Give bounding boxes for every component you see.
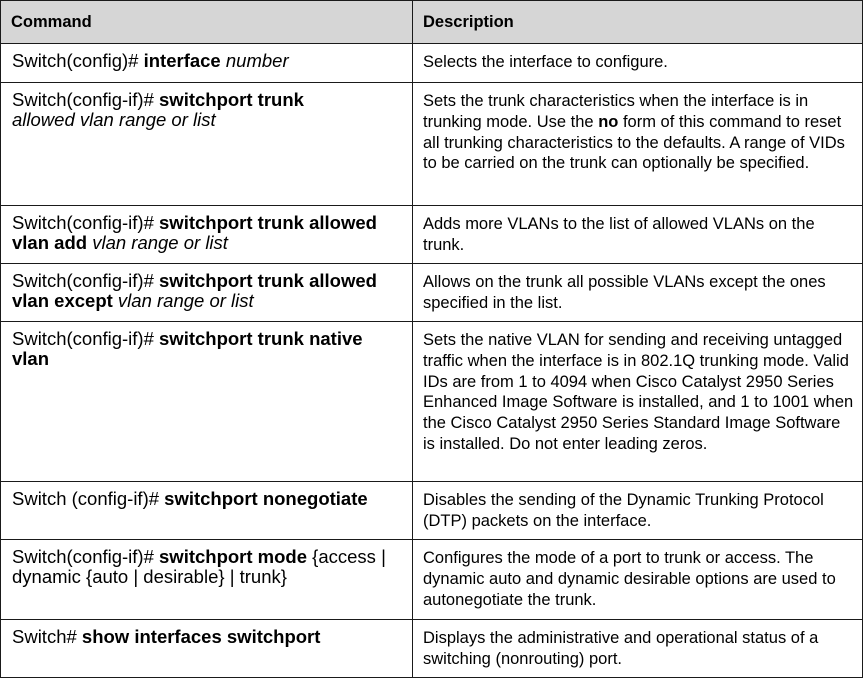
description-text: form of this command to reset all trunking characteristics to the defaults. A range of VIDs to be carried on the trunk can optionally be specified. xyxy=(423,112,845,173)
command-column-header: Command xyxy=(1,1,413,44)
table-header xyxy=(1,1,863,44)
description-text: Selects the interface to configure. xyxy=(423,53,668,71)
table-row xyxy=(1,540,863,620)
description-text: Configures the mode of a port to trunk or access. The dynamic auto and dynamic desirable options are used to autonegotiate the trunk. xyxy=(423,549,836,609)
prompt: Switch (config-if)# xyxy=(12,488,165,509)
command-keyword: switchport trunk native vlan xyxy=(12,328,363,369)
description-text: Sets the trunk characteristics when the interface is in trunking mode. Use the xyxy=(423,92,809,131)
description-cell xyxy=(413,44,863,83)
prompt: Switch(config-if)# xyxy=(12,546,160,567)
command-options: {access | dynamic {auto | desirable} | trunk} xyxy=(12,546,386,587)
header-row xyxy=(1,1,863,44)
table-row xyxy=(1,322,863,482)
table-row xyxy=(1,482,863,540)
prompt: Switch(config)# xyxy=(12,50,144,71)
command-cell xyxy=(1,264,413,322)
description-text: Adds more VLANs to the list of allowed VLANs on the trunk. xyxy=(423,215,815,254)
description-cell xyxy=(413,540,863,620)
command-keyword: interface xyxy=(143,50,221,71)
command-argument: number xyxy=(220,50,289,71)
prompt: Switch(config-if)# xyxy=(12,212,160,233)
command-keyword: switchport trunk allowed vlan except xyxy=(12,270,377,311)
table-row xyxy=(1,620,863,678)
description-column-header: Description xyxy=(413,1,863,44)
command-cell xyxy=(1,83,413,206)
command-cell xyxy=(1,206,413,264)
command-keyword: show interfaces switchport xyxy=(81,626,321,647)
command-cell xyxy=(1,482,413,540)
command-keyword: switchport nonegotiate xyxy=(164,488,368,509)
description-text: Sets the native VLAN for sending and receiving untagged traffic when the interface is in 802.1Q trunking mode. Valid IDs are from 1 to 4094 when Cisco Catalyst 2950 Series Enhanced Image Software is installed, and 1 to 1001 when the Cisco Catalyst 2950 Series Standard Image Software is installed. Do not enter leading zeros. xyxy=(423,331,854,453)
description-text: Displays the administrative and operational status of a switching (nonrouting) port. xyxy=(423,629,819,668)
description-text: Allows on the trunk all possible VLANs except the ones specified in the list. xyxy=(423,273,826,312)
command-cell xyxy=(1,540,413,620)
command-argument: allowed vlan range or list xyxy=(12,109,216,130)
description-keyword: no xyxy=(598,112,619,131)
command-keyword: switchport mode xyxy=(159,546,308,567)
description-text: Disables the sending of the Dynamic Trunking Protocol (DTP) packets on the interface. xyxy=(423,491,824,530)
table-row xyxy=(1,83,863,206)
table-body xyxy=(1,44,863,678)
description-cell xyxy=(413,206,863,264)
command-argument: vlan range or list xyxy=(87,232,228,253)
command-keyword: switchport trunk allowed vlan add xyxy=(12,212,377,253)
table-row xyxy=(1,44,863,83)
description-cell xyxy=(413,83,863,206)
table-row xyxy=(1,264,863,322)
description-cell xyxy=(413,264,863,322)
command-cell xyxy=(1,620,413,678)
prompt: Switch(config-if)# xyxy=(12,270,160,291)
command-keyword: switchport trunk xyxy=(159,89,304,110)
command-cell xyxy=(1,44,413,83)
prompt: Switch(config-if)# xyxy=(12,328,160,349)
description-cell xyxy=(413,482,863,540)
description-cell xyxy=(413,322,863,482)
command-argument: vlan range or list xyxy=(112,290,254,311)
prompt: Switch# xyxy=(12,626,82,647)
command-cell xyxy=(1,322,413,482)
prompt: Switch(config-if)# xyxy=(12,89,160,110)
description-cell xyxy=(413,620,863,678)
table-row xyxy=(1,206,863,264)
